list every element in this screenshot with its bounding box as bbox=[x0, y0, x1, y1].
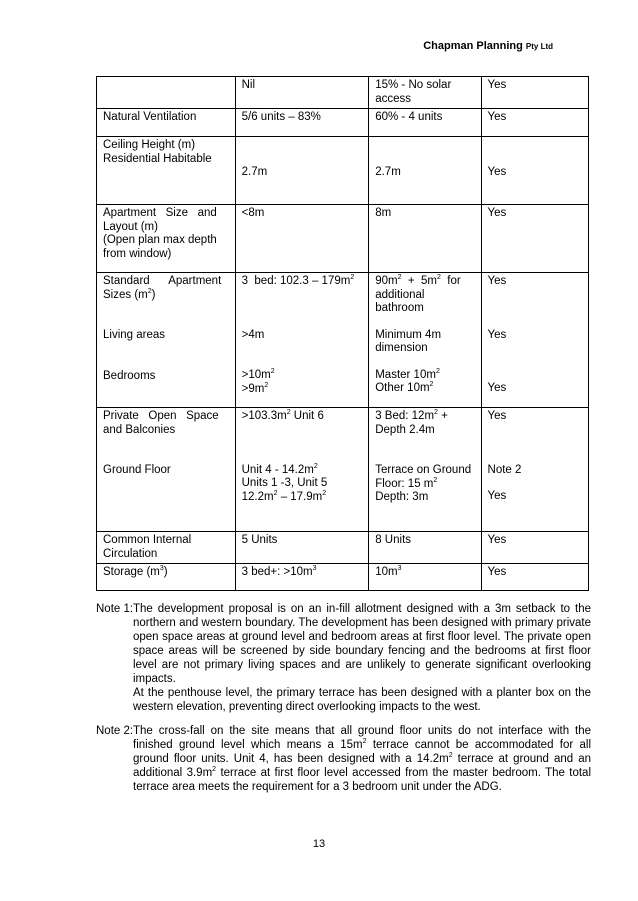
superscript: 2 bbox=[264, 381, 269, 389]
cell-line: dimension bbox=[375, 342, 428, 354]
text: The cross-fall on the site means that all ground floor units do not interface with the finished ground level which means a 15m bbox=[133, 725, 591, 751]
table-cell bbox=[481, 273, 588, 408]
cell-line: Apartment Size and bbox=[103, 207, 217, 219]
table-cell: Yes bbox=[481, 205, 588, 273]
superscript: 3 bbox=[312, 565, 317, 572]
cell-line: Yes bbox=[487, 328, 507, 341]
cell-line: Common Internal bbox=[103, 534, 192, 546]
text: >103.3m bbox=[241, 410, 287, 422]
table-row bbox=[97, 564, 589, 591]
text: 90m bbox=[375, 275, 398, 287]
table-cell bbox=[235, 273, 369, 408]
superscript: 2 bbox=[270, 368, 275, 375]
superscript: 2 bbox=[436, 274, 441, 281]
table-cell: Yes bbox=[481, 77, 588, 109]
superscript: 2 bbox=[433, 476, 438, 484]
superscript: 2 bbox=[212, 766, 217, 773]
cell-line bbox=[103, 289, 229, 303]
adg-compliance-table bbox=[96, 76, 589, 591]
cell-line: Minimum 4m bbox=[375, 328, 442, 341]
cell-line: Private Open Space bbox=[103, 410, 219, 422]
cell-line: Depth 2.4m bbox=[375, 423, 435, 436]
table-cell: 5/6 units – 83% bbox=[235, 109, 369, 137]
text: Sizes (m bbox=[103, 288, 148, 301]
text: 3 bed: 102.3 – 179m bbox=[241, 275, 351, 287]
superscript: 3 bbox=[397, 565, 402, 572]
table-cell bbox=[97, 77, 236, 109]
cell-line bbox=[242, 275, 363, 289]
company-name: Chapman Planning bbox=[423, 40, 523, 52]
text: Unit 4 - 14.2m bbox=[241, 463, 314, 476]
table-cell: 15% - No solar access bbox=[369, 77, 481, 109]
table-cell bbox=[369, 273, 481, 408]
note-body bbox=[133, 724, 591, 794]
table-row bbox=[97, 77, 589, 109]
cell-line: Standard Apartment bbox=[103, 275, 222, 287]
text: terrace at first floor level accessed from the master bedroom. The total terrace area meets the requirement for a 3 bedroom unit under the ADG. bbox=[133, 767, 591, 793]
text: 3 Bed: 12m bbox=[375, 410, 435, 422]
superscript: 2 bbox=[397, 274, 402, 281]
text: ) bbox=[163, 566, 168, 578]
superscript: 2 bbox=[273, 489, 278, 497]
table-cell bbox=[481, 408, 588, 532]
superscript: 2 bbox=[322, 489, 327, 497]
cell-line bbox=[242, 464, 363, 478]
cell-line: Layout (m) bbox=[103, 220, 158, 233]
table-cell bbox=[97, 273, 236, 408]
cell-line: Residential Habitable bbox=[103, 152, 212, 165]
superscript: 2 bbox=[147, 287, 152, 295]
cell-line: Yes bbox=[487, 382, 507, 394]
cell-line bbox=[375, 410, 474, 424]
page-header bbox=[423, 40, 553, 52]
cell-line bbox=[242, 369, 363, 383]
text: Master 10m bbox=[375, 368, 436, 381]
table-cell: 60% - 4 units bbox=[369, 109, 481, 137]
cell-line: Circulation bbox=[103, 547, 158, 560]
table-cell bbox=[369, 137, 481, 205]
superscript: 2 bbox=[313, 462, 318, 470]
text: >9m bbox=[241, 382, 265, 395]
table-row bbox=[97, 273, 589, 408]
text: + 5m bbox=[401, 275, 437, 287]
table-row bbox=[97, 137, 589, 205]
table-cell bbox=[235, 408, 369, 532]
cell-line bbox=[375, 369, 474, 383]
cell-line: Ceiling Height (m) bbox=[103, 139, 196, 151]
cell-line: Yes bbox=[487, 166, 507, 178]
superscript: 2 bbox=[362, 738, 367, 745]
cell-line: 2.7m bbox=[241, 166, 268, 178]
table-cell: Yes bbox=[481, 109, 588, 137]
text: Unit 6 bbox=[290, 410, 324, 422]
table-cell bbox=[97, 532, 236, 564]
table-cell bbox=[235, 564, 369, 591]
cell-line: 2.7m bbox=[375, 166, 401, 178]
cell-line: (Open plan max depth bbox=[103, 234, 217, 246]
text: ) bbox=[151, 288, 156, 301]
note-paragraph: The development proposal is on an in-fill allotment designed with a 3m setback to the northern and western boundary. The development has been designed with primary private open space areas at ground level and bedroom areas at first floor level. The private open space areas will be screened by side boundary fencing and the bedrooms at first floor level are not primary living spaces and are unlikely to generate significant overlooking impacts. bbox=[133, 603, 591, 685]
page-number: 13 bbox=[312, 838, 326, 850]
cell-line: and Balconies bbox=[103, 423, 176, 436]
superscript: 2 bbox=[448, 752, 453, 759]
text: + bbox=[437, 410, 448, 422]
table-cell bbox=[369, 408, 481, 532]
cell-line: Note 2 bbox=[487, 463, 522, 476]
superscript: 2 bbox=[434, 409, 438, 416]
text: 3 bed+: >10m bbox=[241, 566, 313, 578]
superscript: 3 bbox=[159, 565, 164, 572]
table-row bbox=[97, 205, 589, 273]
table-cell: Yes bbox=[481, 532, 588, 564]
text: terrace cannot be accommodated for all ground floor units. Unit 4, has been designed with a 14.2m bbox=[133, 739, 591, 765]
text: terrace at ground and an additional 3.9m bbox=[133, 753, 591, 779]
cell-line: additional bbox=[375, 288, 425, 301]
table-cell bbox=[97, 205, 236, 273]
note-label: Note 1: bbox=[96, 603, 134, 615]
table-cell bbox=[481, 137, 588, 205]
cell-line: Living areas bbox=[103, 329, 166, 341]
text: for bbox=[440, 275, 461, 287]
cell-line bbox=[375, 478, 474, 492]
cell-line: from window) bbox=[103, 247, 172, 260]
company-suffix: Pty Ltd bbox=[525, 42, 553, 51]
text: Floor: 15 m bbox=[375, 477, 434, 490]
table-cell bbox=[97, 408, 236, 532]
table-cell bbox=[235, 137, 369, 205]
note-1 bbox=[96, 602, 591, 714]
text: Other 10m bbox=[375, 382, 430, 394]
cell-line bbox=[242, 410, 363, 424]
table-row bbox=[97, 532, 589, 564]
text: – 17.9m bbox=[277, 490, 323, 503]
cell-line: Ground Floor bbox=[103, 464, 171, 476]
table-cell: <8m bbox=[235, 205, 369, 273]
table-cell bbox=[97, 137, 236, 205]
cell-line: Terrace on Ground bbox=[375, 464, 472, 476]
superscript: 2 bbox=[429, 381, 434, 388]
note-paragraph bbox=[133, 724, 591, 794]
table-cell bbox=[369, 564, 481, 591]
cell-line: Units 1 -3, Unit 5 bbox=[241, 477, 328, 489]
note-2 bbox=[96, 724, 591, 794]
cell-line: >4m bbox=[241, 328, 265, 341]
table-cell: Natural Ventilation bbox=[97, 109, 236, 137]
table-cell: Nil bbox=[235, 77, 369, 109]
text: 10m bbox=[375, 566, 398, 578]
table-cell: 8 Units bbox=[369, 532, 481, 564]
table-cell: 5 Units bbox=[235, 532, 369, 564]
superscript: 2 bbox=[350, 274, 355, 281]
table-cell: Yes bbox=[481, 564, 588, 591]
cell-line: Bedrooms bbox=[103, 369, 156, 382]
cell-line: Depth: 3m bbox=[375, 491, 429, 503]
text: 12.2m bbox=[241, 490, 274, 503]
superscript: 2 bbox=[286, 409, 291, 416]
cell-line: Yes bbox=[487, 275, 507, 287]
cell-line bbox=[375, 382, 474, 396]
cell-line bbox=[242, 491, 363, 505]
text: Storage (m bbox=[103, 566, 160, 578]
superscript: 2 bbox=[435, 367, 440, 375]
cell-line bbox=[242, 383, 363, 397]
table-cell: 8m bbox=[369, 205, 481, 273]
table-row bbox=[97, 408, 589, 532]
note-label: Note 2: bbox=[96, 725, 134, 737]
cell-line: Yes bbox=[487, 410, 507, 422]
table-cell bbox=[97, 564, 236, 591]
note-paragraph: At the penthouse level, the primary terrace has been designed with a planter box on the western elevation, preventing direct overlooking impacts to the west. bbox=[133, 687, 591, 713]
cell-line: Yes bbox=[487, 490, 507, 502]
cell-line: bathroom bbox=[375, 302, 424, 314]
cell-line bbox=[375, 275, 474, 289]
table-row bbox=[97, 109, 589, 137]
note-body bbox=[133, 602, 591, 714]
text: >10m bbox=[241, 369, 271, 381]
